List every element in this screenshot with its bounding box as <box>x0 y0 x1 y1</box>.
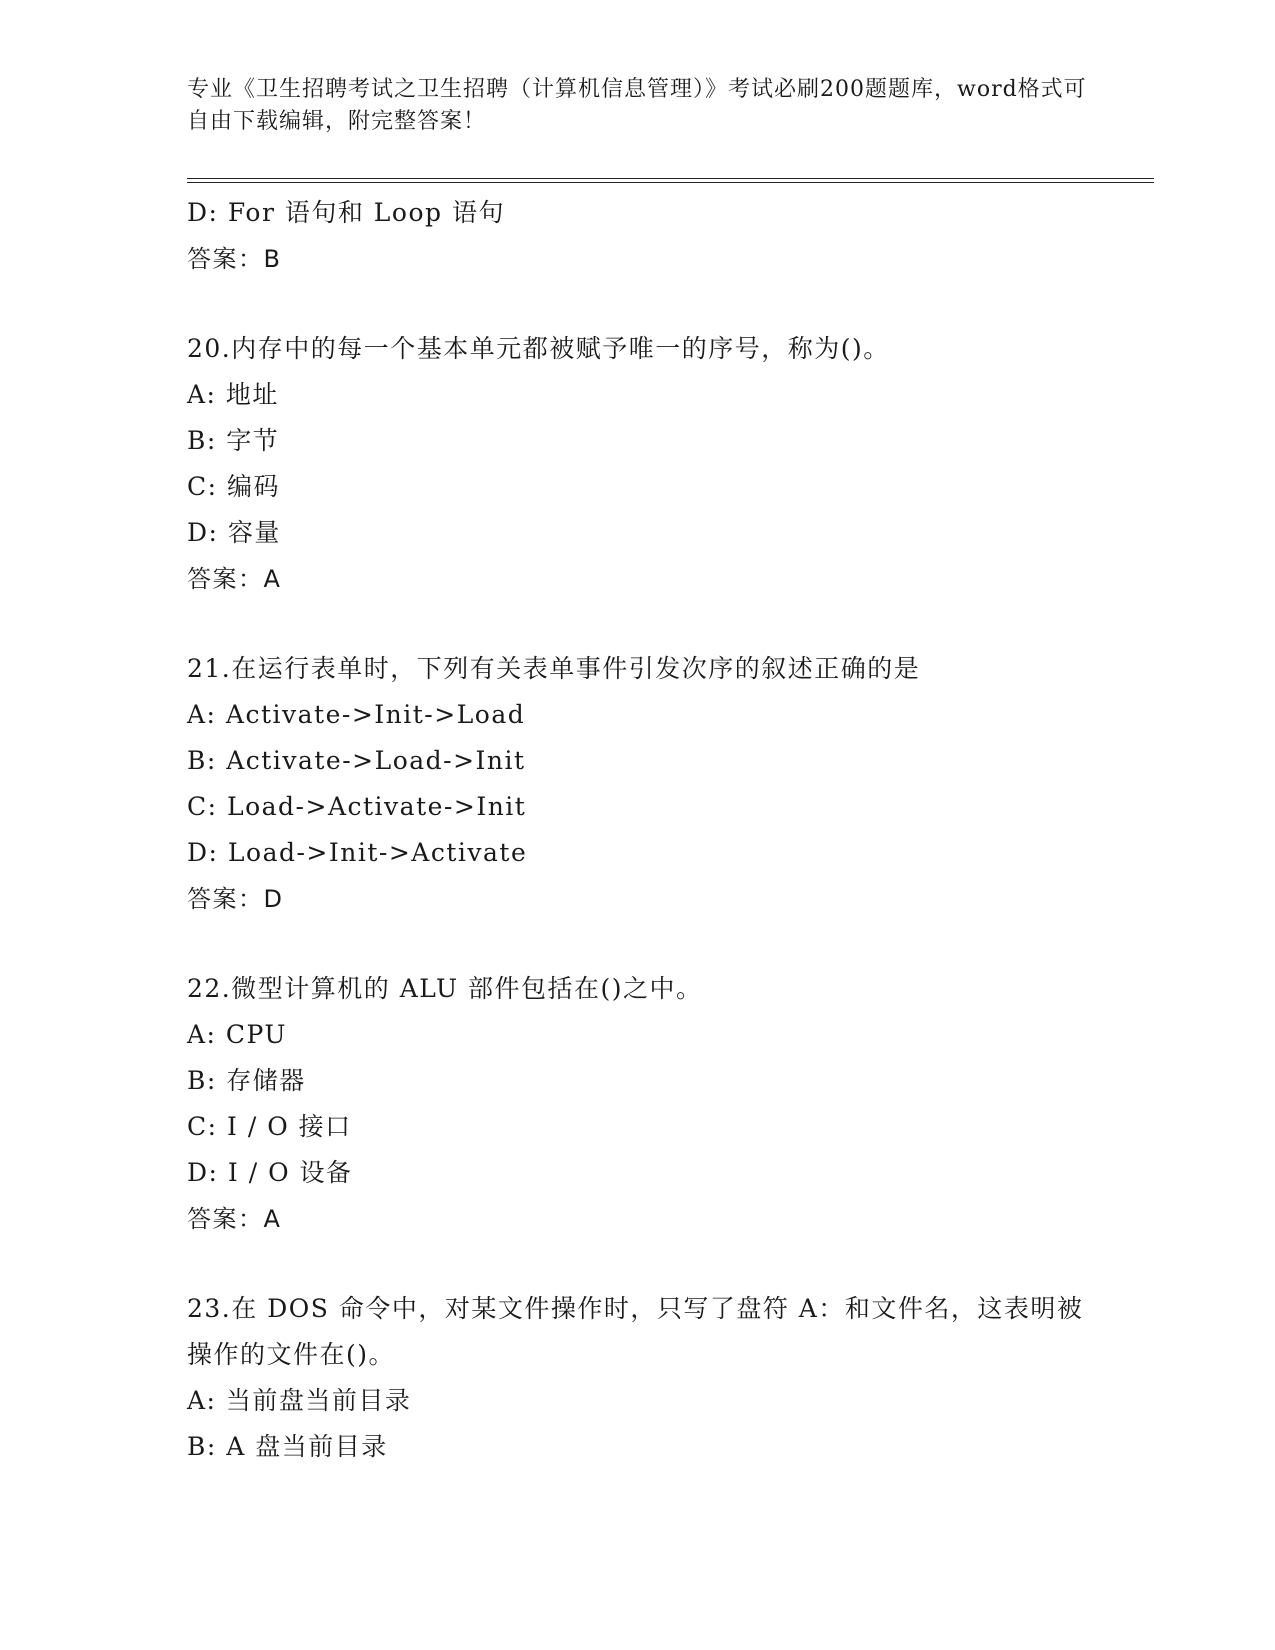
option-a: A: Activate->Init->Load <box>187 700 526 729</box>
question-stem: 20.内存中的每一个基本单元都被赋予唯一的序号，称为()。 <box>187 334 890 363</box>
spacer <box>187 1242 1107 1286</box>
spacer <box>187 602 1107 646</box>
option-c: C: 编码 <box>187 472 280 501</box>
document-header: 专业《卫生招聘考试之卫生招聘（计算机信息管理）》考试必刷200题题库，word格式可自由下载编辑，附完整答案！ <box>187 77 1087 134</box>
question-stem: 23.在 DOS 命令中，对某文件操作时，只写了盘符 A：和文件名，这表明被操作的文件在()。 <box>187 1294 1084 1369</box>
spacer <box>187 922 1107 966</box>
question-stem: 22.微型计算机的 ALU 部件包括在()之中。 <box>187 974 703 1003</box>
option-b: B: 存储器 <box>187 1066 306 1095</box>
option-d: D: 容量 <box>187 518 281 547</box>
answer-line: 答案：A <box>187 565 282 593</box>
option-b: B: Activate->Load->Init <box>187 746 526 775</box>
answer-line: 答案：B <box>187 245 282 273</box>
option-c: C: I / O 接口 <box>187 1112 352 1141</box>
option-a: A: 地址 <box>187 380 279 409</box>
answer-line: 答案：D <box>187 885 284 913</box>
option-d: D: For 语句和 Loop 语句 <box>187 198 505 227</box>
option-a: A: CPU <box>187 1020 288 1049</box>
header-divider-top <box>187 178 1154 179</box>
question-content <box>187 190 1107 1470</box>
header-divider-bottom <box>187 182 1154 183</box>
option-c: C: Load->Activate->Init <box>187 792 527 821</box>
option-d: D: Load->Init->Activate <box>187 838 528 867</box>
option-a: A: 当前盘当前目录 <box>187 1386 412 1415</box>
spacer <box>187 282 1107 326</box>
option-b: B: A 盘当前目录 <box>187 1432 388 1461</box>
option-d: D: I / O 设备 <box>187 1158 353 1187</box>
answer-line: 答案：A <box>187 1205 282 1233</box>
option-b: B: 字节 <box>187 426 280 455</box>
question-stem: 21.在运行表单时，下列有关表单事件引发次序的叙述正确的是 <box>187 654 921 683</box>
